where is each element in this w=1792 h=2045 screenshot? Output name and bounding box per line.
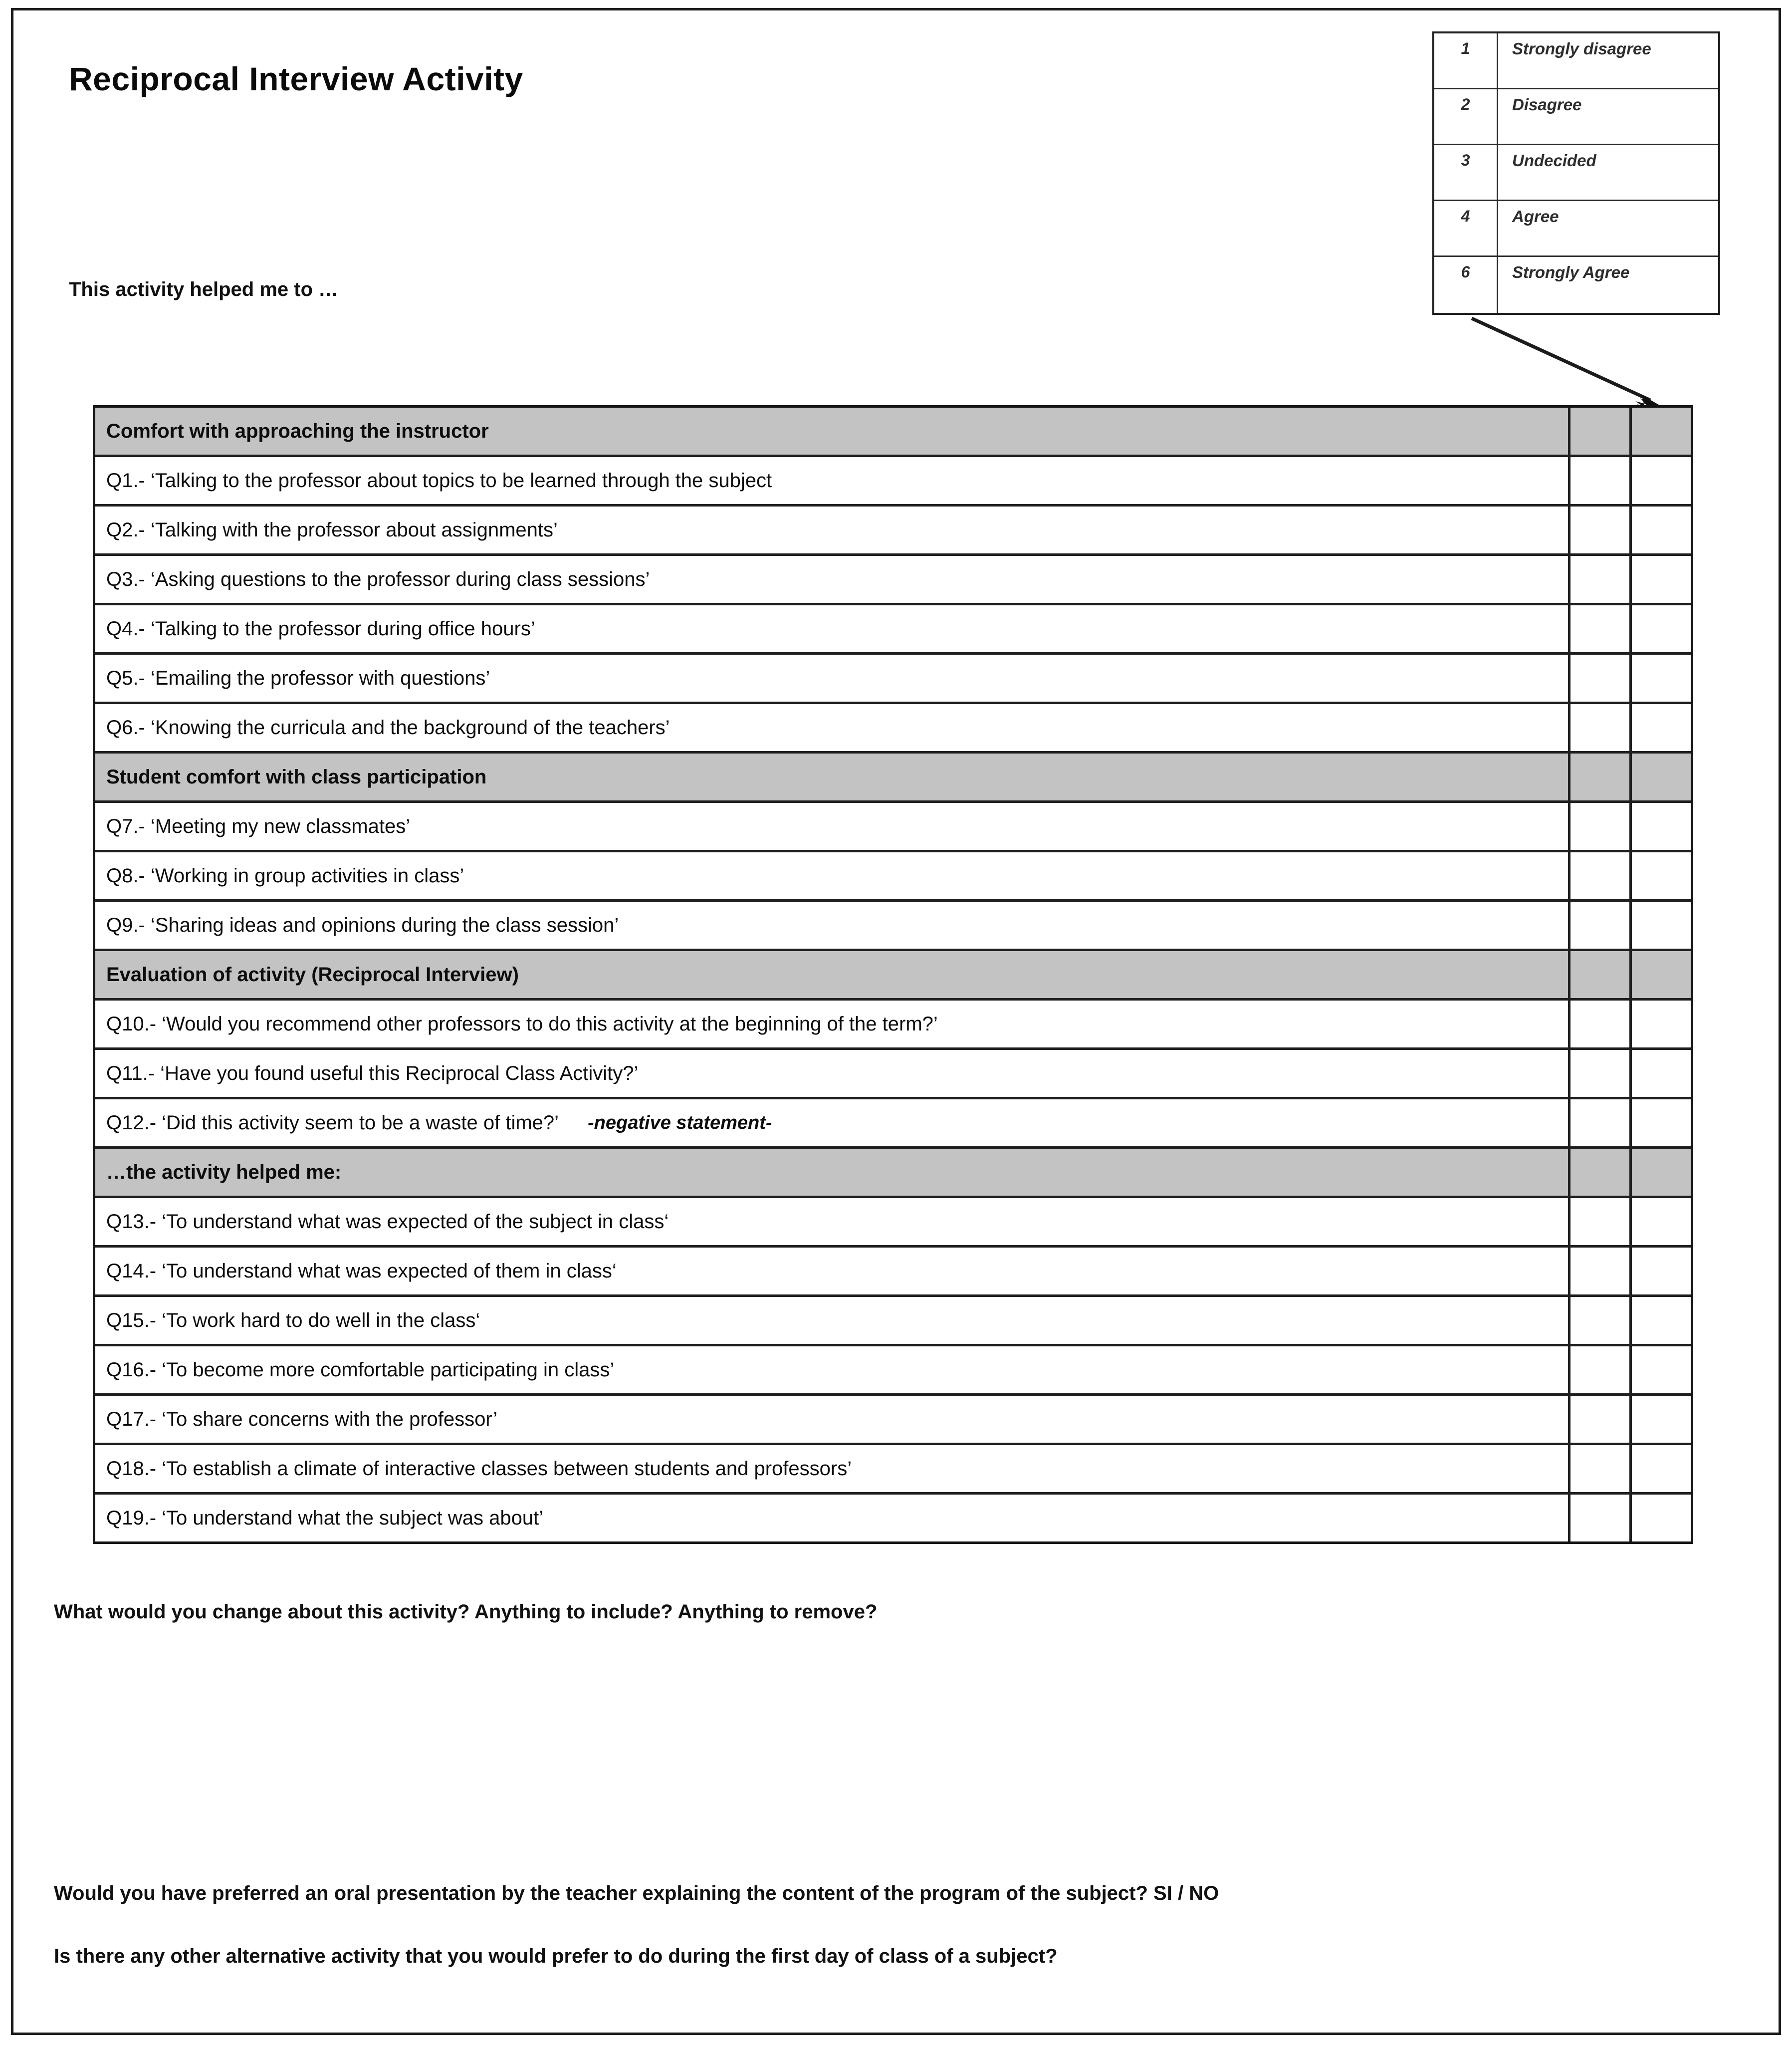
section-header-label: …the activity helped me: [95, 1149, 1570, 1196]
answer-cell-mid[interactable] [1570, 556, 1632, 603]
section-header-row [95, 951, 1691, 1001]
answer-cell-mid[interactable] [1570, 1099, 1632, 1146]
answer-cell-mid[interactable] [1570, 852, 1632, 899]
legend-row [1434, 201, 1718, 257]
question-label: Q16.- ‘To become more comfortable participating in class’ [95, 1346, 1570, 1393]
answer-cell-mid[interactable] [1570, 1445, 1632, 1492]
table-row [95, 1001, 1691, 1050]
table-row [95, 803, 1691, 852]
legend-label: Strongly Agree [1512, 263, 1630, 281]
table-row [95, 1198, 1691, 1248]
answer-cell-mid[interactable] [1570, 408, 1632, 455]
table-row [95, 1396, 1691, 1445]
answer-cell-right[interactable] [1632, 1396, 1691, 1443]
answer-cell-mid[interactable] [1570, 605, 1632, 652]
table-row [95, 1099, 1691, 1149]
answer-cell-mid[interactable] [1570, 902, 1632, 949]
legend-row [1434, 89, 1718, 145]
answer-cell-right[interactable] [1632, 902, 1691, 949]
survey-table [93, 405, 1693, 1544]
answer-cell-right[interactable] [1632, 408, 1691, 455]
legend-value: 4 [1434, 201, 1498, 256]
answer-cell-right[interactable] [1632, 1050, 1691, 1097]
legend-label: Strongly disagree [1512, 39, 1651, 58]
answer-cell-right[interactable] [1632, 1198, 1691, 1245]
answer-cell-right[interactable] [1632, 803, 1691, 850]
answer-cell-mid[interactable] [1570, 1346, 1632, 1393]
answer-cell-right[interactable] [1632, 556, 1691, 603]
table-row [95, 605, 1691, 655]
answer-cell-mid[interactable] [1570, 754, 1632, 800]
legend-row [1434, 33, 1718, 89]
answer-cell-mid[interactable] [1570, 1001, 1632, 1047]
answer-cell-mid[interactable] [1570, 457, 1632, 504]
section-header-row [95, 408, 1691, 457]
answer-cell-mid[interactable] [1570, 1495, 1632, 1541]
table-row [95, 556, 1691, 605]
answer-cell-mid[interactable] [1570, 507, 1632, 553]
answer-cell-right[interactable] [1632, 1297, 1691, 1344]
answer-cell-right[interactable] [1632, 1346, 1691, 1393]
table-row [95, 1346, 1691, 1396]
table-row [95, 457, 1691, 507]
intro-text: This activity helped me to … [69, 278, 339, 300]
question-label: Q15.- ‘To work hard to do well in the class‘ [95, 1297, 1570, 1344]
section-header-label: Evaluation of activity (Reciprocal Interview) [95, 951, 1570, 998]
legend-label: Undecided [1512, 151, 1596, 170]
open-question-oral-presentation: Would you have preferred an oral presentation by the teacher explaining the content of the program of the subject? SI / NO [54, 1882, 1219, 1904]
table-row [95, 1248, 1691, 1297]
question-label: Q17.- ‘To share concerns with the professor’ [95, 1396, 1570, 1443]
legend-row [1434, 145, 1718, 201]
open-question-change: What would you change about this activity? Anything to include? Anything to remove? [54, 1601, 878, 1623]
answer-cell-right[interactable] [1632, 1001, 1691, 1047]
question-label: Q8.- ‘Working in group activities in class’ [95, 852, 1570, 899]
table-row [95, 852, 1691, 902]
answer-cell-mid[interactable] [1570, 1149, 1632, 1196]
table-row [95, 1297, 1691, 1346]
answer-cell-mid[interactable] [1570, 951, 1632, 998]
question-label: Q12.- ‘Did this activity seem to be a waste of time?’ [106, 1111, 559, 1134]
answer-cell-right[interactable] [1632, 507, 1691, 553]
question-label: Q13.- ‘To understand what was expected of the subject in class‘ [95, 1198, 1570, 1245]
answer-cell-right[interactable] [1632, 457, 1691, 504]
question-label-q12 [95, 1099, 1570, 1146]
section-header-label: Comfort with approaching the instructor [95, 408, 1570, 455]
answer-cell-right[interactable] [1632, 1099, 1691, 1146]
answer-cell-mid[interactable] [1570, 655, 1632, 702]
table-row [95, 507, 1691, 556]
answer-cell-mid[interactable] [1570, 1297, 1632, 1344]
section-header-label: Student comfort with class participation [95, 754, 1570, 800]
answer-cell-mid[interactable] [1570, 704, 1632, 751]
answer-cell-right[interactable] [1632, 655, 1691, 702]
legend-value: 1 [1434, 33, 1498, 88]
question-label: Q5.- ‘Emailing the professor with questions’ [95, 655, 1570, 702]
legend-value: 2 [1434, 89, 1498, 144]
question-label: Q11.- ‘Have you found useful this Reciprocal Class Activity?’ [95, 1050, 1570, 1097]
table-row [95, 902, 1691, 951]
answer-cell-mid[interactable] [1570, 1248, 1632, 1294]
question-label: Q10.- ‘Would you recommend other professors to do this activity at the beginning of the term?’ [95, 1001, 1570, 1047]
answer-cell-right[interactable] [1632, 605, 1691, 652]
answer-cell-right[interactable] [1632, 852, 1691, 899]
question-label: Q1.- ‘Talking to the professor about topics to be learned through the subject [95, 457, 1570, 504]
legend-value: 3 [1434, 145, 1498, 200]
legend-label: Agree [1512, 207, 1559, 226]
question-label: Q6.- ‘Knowing the curricula and the background of the teachers’ [95, 704, 1570, 751]
question-label: Q7.- ‘Meeting my new classmates’ [95, 803, 1570, 850]
question-label: Q2.- ‘Talking with the professor about assignments’ [95, 507, 1570, 553]
answer-cell-right[interactable] [1632, 1248, 1691, 1294]
question-label: Q14.- ‘To understand what was expected of them in class‘ [95, 1248, 1570, 1294]
answer-cell-mid[interactable] [1570, 1396, 1632, 1443]
answer-cell-right[interactable] [1632, 1445, 1691, 1492]
table-row [95, 704, 1691, 754]
table-row [95, 655, 1691, 704]
answer-cell-mid[interactable] [1570, 1050, 1632, 1097]
legend-row [1434, 257, 1718, 313]
answer-cell-right[interactable] [1632, 1149, 1691, 1196]
section-header-row [95, 754, 1691, 803]
question-label: Q19.- ‘To understand what the subject was about’ [95, 1495, 1570, 1541]
table-row [95, 1495, 1691, 1541]
answer-cell-right[interactable] [1632, 951, 1691, 998]
question-label: Q9.- ‘Sharing ideas and opinions during the class session’ [95, 902, 1570, 949]
legend-label: Disagree [1512, 95, 1582, 114]
page-title: Reciprocal Interview Activity [69, 60, 523, 97]
question-label: Q3.- ‘Asking questions to the professor during class sessions’ [95, 556, 1570, 603]
table-row [95, 1445, 1691, 1495]
section-header-row [95, 1149, 1691, 1198]
answer-cell-right[interactable] [1632, 1495, 1691, 1541]
answer-cell-right[interactable] [1632, 704, 1691, 751]
answer-cell-mid[interactable] [1570, 803, 1632, 850]
question-label: Q4.- ‘Talking to the professor during office hours’ [95, 605, 1570, 652]
answer-cell-right[interactable] [1632, 754, 1691, 800]
legend-value: 6 [1434, 257, 1498, 313]
likert-scale-legend [1432, 31, 1720, 315]
answer-cell-mid[interactable] [1570, 1198, 1632, 1245]
open-question-alternative-activity: Is there any other alternative activity that you would prefer to do during the first day of class of a subject? [54, 1945, 1058, 1967]
negative-statement-note: -negative statement- [588, 1112, 772, 1133]
question-label: Q18.- ‘To establish a climate of interactive classes between students and professors’ [95, 1445, 1570, 1492]
table-row [95, 1050, 1691, 1099]
